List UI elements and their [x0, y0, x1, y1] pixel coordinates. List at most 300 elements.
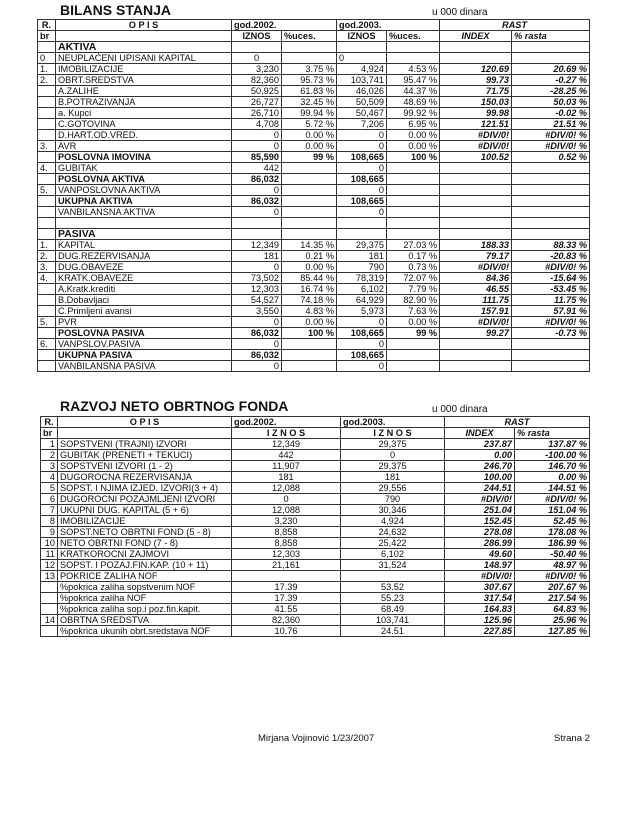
- value-iznos-2003: 108,665: [337, 196, 387, 207]
- row-number: [38, 86, 56, 97]
- value-uces-2003: 44.37 %: [387, 86, 440, 97]
- value-2002: 21,161: [232, 560, 341, 571]
- value-iznos-2003: 78,319: [337, 273, 387, 284]
- value-index: 188.33: [440, 240, 512, 251]
- value-index: 99.27: [440, 328, 512, 339]
- nof-row: [41, 505, 590, 516]
- value-iznos-2002: 0: [232, 317, 282, 328]
- nof-row: [41, 593, 590, 604]
- row-number: 4.: [38, 163, 56, 174]
- col-index: INDEX: [440, 31, 512, 42]
- row-label: IMOBILIZACIJE: [58, 516, 232, 527]
- row-number: 10: [41, 538, 58, 549]
- row-label: UKUPNI DUG. KAPITAL (5 + 6): [58, 505, 232, 516]
- value-index: 46.55: [440, 284, 512, 295]
- value-index: #DIV/0!: [440, 317, 512, 328]
- value-rasta: 217.54 %: [515, 593, 590, 604]
- value-2003: 24.51: [341, 626, 445, 637]
- value-iznos-2003: 0: [337, 339, 387, 350]
- row-number: 14: [41, 615, 58, 626]
- row-number: [41, 593, 58, 604]
- bilans-row: [38, 317, 590, 328]
- row-label: %pokrica zaliha sopstvenim NOF: [58, 582, 232, 593]
- value-uces-2003: 100 %: [387, 152, 440, 163]
- value-rasta: [512, 53, 590, 64]
- value-uces-2002: 14.35 %: [282, 240, 337, 251]
- value-rasta: #DIV/0! %: [512, 262, 590, 273]
- value-uces-2002: 99.94 %: [282, 108, 337, 119]
- row-number: 2.: [38, 75, 56, 86]
- value-rasta: 52.45 %: [515, 516, 590, 527]
- nof-row: [41, 461, 590, 472]
- value-index: 79.17: [440, 251, 512, 262]
- bilans-row: [38, 240, 590, 251]
- value-rasta: 48.97 %: [515, 560, 590, 571]
- row-number: 1: [41, 439, 58, 450]
- value-2002: 8,858: [232, 538, 341, 549]
- value-iznos-2002: 0: [232, 262, 282, 273]
- row-label: B.POTRAZIVANJA: [56, 97, 232, 108]
- value-uces-2002: 74.18 %: [282, 295, 337, 306]
- value-uces-2002: [282, 185, 337, 196]
- value-index: 120.69: [440, 64, 512, 75]
- row-label: DUG.REZERVISANJA: [56, 251, 232, 262]
- row-label: %pokrica zaliha sop.i poz.fin.kapit.: [58, 604, 232, 615]
- row-label: OBRT.SREDSTVA: [56, 75, 232, 86]
- value-index: 164.83: [445, 604, 515, 615]
- value-2003: 68.49: [341, 604, 445, 615]
- value-index: [440, 174, 512, 185]
- value-index: 278.08: [445, 527, 515, 538]
- value-iznos-2002: 26,727: [232, 97, 282, 108]
- row-number: [38, 97, 56, 108]
- nof-row: [41, 560, 590, 571]
- value-iznos-2003: 0: [337, 317, 387, 328]
- value-uces-2002: 0.00 %: [282, 262, 337, 273]
- row-label: POSLOVNA PASIVA: [56, 328, 232, 339]
- value-rasta: #DIV/0! %: [515, 494, 590, 505]
- value-iznos-2002: 0: [232, 53, 282, 64]
- value-rasta: [512, 163, 590, 174]
- value-2003: 6,102: [341, 549, 445, 560]
- value-iznos-2003: 0: [337, 163, 387, 174]
- value-iznos-2002: 50,925: [232, 86, 282, 97]
- value-iznos-2003: 0: [337, 185, 387, 196]
- value-2002: 11,907: [232, 461, 341, 472]
- value-rasta: #DIV/0! %: [512, 317, 590, 328]
- value-uces-2002: 0.00 %: [282, 317, 337, 328]
- col-iznos-2003: I Z N O S: [341, 428, 445, 439]
- value-iznos-2002: 86,032: [232, 328, 282, 339]
- value-uces-2002: 32.45 %: [282, 97, 337, 108]
- col-rast: RAST: [440, 20, 590, 31]
- nof-row: [41, 439, 590, 450]
- row-number: [38, 207, 56, 218]
- nof-row: [41, 494, 590, 505]
- row-label: VANBILANSNA PASIVA: [56, 361, 232, 372]
- row-label: VANPSLOV.PASIVA: [56, 339, 232, 350]
- value-index: [440, 350, 512, 361]
- bilans-row: [38, 306, 590, 317]
- bilans-row: [38, 119, 590, 130]
- col-year-2002: god.2002.: [232, 20, 337, 31]
- bilans-row: [38, 361, 590, 372]
- value-rasta: 178.08 %: [515, 527, 590, 538]
- row-label: GUBITAK: [56, 163, 232, 174]
- value-rasta: [512, 350, 590, 361]
- row-number: [38, 130, 56, 141]
- row-label: SOPSTVENI IZVORI (1 - 2): [58, 461, 232, 472]
- value-iznos-2002: 86,032: [232, 350, 282, 361]
- value-uces-2003: 0.00 %: [387, 317, 440, 328]
- value-rasta: 207.67 %: [515, 582, 590, 593]
- value-iznos-2003: 0: [337, 207, 387, 218]
- value-iznos-2003: 108,665: [337, 328, 387, 339]
- value-index: #DIV/0!: [440, 141, 512, 152]
- value-iznos-2003: 5,973: [337, 306, 387, 317]
- row-label: UKUPNA AKTIVA: [56, 196, 232, 207]
- value-rasta: [512, 185, 590, 196]
- value-index: [440, 53, 512, 64]
- value-iznos-2002: 82,360: [232, 75, 282, 86]
- col-year-2003: god.2003.: [341, 417, 445, 428]
- bilans-row: [38, 53, 590, 64]
- value-rasta: -0.73 %: [512, 328, 590, 339]
- row-label: KRATK.OBAVEZE: [56, 273, 232, 284]
- value-uces-2003: 0.17 %: [387, 251, 440, 262]
- value-uces-2003: 27.03 %: [387, 240, 440, 251]
- value-2003: 29,375: [341, 461, 445, 472]
- value-rasta: -0.02 %: [512, 108, 590, 119]
- row-number: [38, 284, 56, 295]
- col-year-2003: god.2003.: [337, 20, 440, 31]
- value-uces-2003: [387, 339, 440, 350]
- bilans-row: [38, 174, 590, 185]
- col-blank: [58, 428, 232, 439]
- value-index: #DIV/0!: [445, 571, 515, 582]
- value-2003: 790: [341, 494, 445, 505]
- value-iznos-2002: 0: [232, 207, 282, 218]
- value-uces-2003: [387, 196, 440, 207]
- value-index: 150.03: [440, 97, 512, 108]
- value-2002: 12,303: [232, 549, 341, 560]
- row-label: B.Dobavljaci: [56, 295, 232, 306]
- row-number: [38, 306, 56, 317]
- value-index: #DIV/0!: [440, 262, 512, 273]
- value-iznos-2002: 0: [232, 185, 282, 196]
- value-uces-2003: 0.73 %: [387, 262, 440, 273]
- value-uces-2003: [387, 53, 440, 64]
- value-rasta: [512, 174, 590, 185]
- value-iznos-2003: 108,665: [337, 174, 387, 185]
- value-2002: 442: [232, 450, 341, 461]
- value-2003: 25,422: [341, 538, 445, 549]
- value-uces-2003: [387, 174, 440, 185]
- value-uces-2002: 0.21 %: [282, 251, 337, 262]
- value-2002: 0: [232, 494, 341, 505]
- value-uces-2003: [387, 350, 440, 361]
- nof-row: [41, 483, 590, 494]
- value-rasta: 186.99 %: [515, 538, 590, 549]
- value-rasta: 144.51 %: [515, 483, 590, 494]
- value-iznos-2003: 0: [337, 141, 387, 152]
- value-uces-2002: 4.83 %: [282, 306, 337, 317]
- value-index: 157.91: [440, 306, 512, 317]
- value-index: 286.99: [445, 538, 515, 549]
- value-iznos-2002: 73,502: [232, 273, 282, 284]
- value-uces-2003: 7.79 %: [387, 284, 440, 295]
- value-uces-2002: [282, 196, 337, 207]
- row-label: POSLOVNA IMOVINA: [56, 152, 232, 163]
- value-2002: [232, 571, 341, 582]
- row-label: OBRTNA SREDSTVA: [58, 615, 232, 626]
- row-number: [38, 108, 56, 119]
- bilans-row: [38, 295, 590, 306]
- value-rasta: 151.04 %: [515, 505, 590, 516]
- pasiva-label: PASIVA: [56, 229, 232, 240]
- row-label: KAPITAL: [56, 240, 232, 251]
- value-2002: 17.39: [232, 593, 341, 604]
- row-number: 6: [41, 494, 58, 505]
- value-iznos-2003: 6,102: [337, 284, 387, 295]
- value-2003: 0: [341, 450, 445, 461]
- value-rasta: 25.96 %: [515, 615, 590, 626]
- value-2003: [341, 571, 445, 582]
- row-number: [38, 295, 56, 306]
- value-iznos-2002: 0: [232, 141, 282, 152]
- value-iznos-2003: 108,665: [337, 350, 387, 361]
- value-index: [440, 339, 512, 350]
- nof-row: [41, 571, 590, 582]
- value-2003: 29,375: [341, 439, 445, 450]
- value-rasta: 20.69 %: [512, 64, 590, 75]
- value-rasta: [512, 361, 590, 372]
- nof-row: [41, 626, 590, 637]
- nof-row: [41, 516, 590, 527]
- value-rasta: 21.51 %: [512, 119, 590, 130]
- row-number: [38, 174, 56, 185]
- row-label: %pokrica zaliha NOF: [58, 593, 232, 604]
- row-label: NETO OBRTNI FOND (7 - 8): [58, 538, 232, 549]
- value-2003: 4,924: [341, 516, 445, 527]
- row-label: A.ZALIHE: [56, 86, 232, 97]
- value-uces-2002: 16.74 %: [282, 284, 337, 295]
- value-index: [440, 207, 512, 218]
- value-iznos-2003: 108,665: [337, 152, 387, 163]
- nof-row: [41, 582, 590, 593]
- value-index: #DIV/0!: [445, 494, 515, 505]
- value-uces-2003: 95.47 %: [387, 75, 440, 86]
- bilans-row: [38, 86, 590, 97]
- bilans-row: [38, 64, 590, 75]
- row-number: 7: [41, 505, 58, 516]
- row-number: 11: [41, 549, 58, 560]
- row-number: 13: [41, 571, 58, 582]
- value-uces-2003: 82.90 %: [387, 295, 440, 306]
- row-number: 4.: [38, 273, 56, 284]
- value-rasta: -53.45 %: [512, 284, 590, 295]
- value-uces-2002: 100 %: [282, 328, 337, 339]
- col-opis: O P I S: [58, 417, 232, 428]
- col-iznos-2002: IZNOS: [232, 31, 282, 42]
- value-2002: 41.55: [232, 604, 341, 615]
- value-rasta: 0.00 %: [515, 472, 590, 483]
- row-label: DUGOROCNA REZERVISANJA: [58, 472, 232, 483]
- value-2003: 24,632: [341, 527, 445, 538]
- value-iznos-2003: 46,026: [337, 86, 387, 97]
- col-iznos-2003: IZNOS: [337, 31, 387, 42]
- nof-row: [41, 538, 590, 549]
- value-iznos-2002: 26,710: [232, 108, 282, 119]
- row-number: 2: [41, 450, 58, 461]
- value-rasta: 88.33 %: [512, 240, 590, 251]
- value-uces-2002: 61.83 %: [282, 86, 337, 97]
- value-uces-2003: [387, 163, 440, 174]
- col-blank: [56, 31, 232, 42]
- col-rasta: % rasta: [515, 428, 590, 439]
- row-label: NEUPLAĆENI UPISANI KAPITAL: [56, 53, 232, 64]
- value-rasta: 137.87 %: [515, 439, 590, 450]
- row-number: 5: [41, 483, 58, 494]
- bilans-row: [38, 130, 590, 141]
- value-index: 100.00: [445, 472, 515, 483]
- bilans-row: [38, 75, 590, 86]
- nof-unit: u 000 dinara: [432, 404, 488, 415]
- col-opis: O P I S: [56, 20, 232, 31]
- value-2002: 10.76: [232, 626, 341, 637]
- value-2003: 30,346: [341, 505, 445, 516]
- row-number: 3.: [38, 262, 56, 273]
- row-label: %pokrica ukunih obrt.sredstava NOF: [58, 626, 232, 637]
- nof-row: [41, 450, 590, 461]
- value-iznos-2003: 4,924: [337, 64, 387, 75]
- col-r: R.: [41, 417, 58, 428]
- value-index: 121.51: [440, 119, 512, 130]
- value-index: 237.87: [445, 439, 515, 450]
- row-label: DUG.OBAVEZE: [56, 262, 232, 273]
- row-number: [41, 582, 58, 593]
- row-label: KRATKOROCNI ZAJMOVI: [58, 549, 232, 560]
- value-iznos-2002: 0: [232, 339, 282, 350]
- value-iznos-2003: 29,375: [337, 240, 387, 251]
- value-iznos-2002: 54,527: [232, 295, 282, 306]
- row-label: POSLOVNA AKTIVA: [56, 174, 232, 185]
- value-rasta: 127.85 %: [515, 626, 590, 637]
- value-index: 99.73: [440, 75, 512, 86]
- value-uces-2003: 4.53 %: [387, 64, 440, 75]
- row-label: POKRICE ZALIHA NOF: [58, 571, 232, 582]
- row-label: a. Kupci: [56, 108, 232, 119]
- value-uces-2003: [387, 361, 440, 372]
- value-iznos-2003: 50,467: [337, 108, 387, 119]
- bilans-row: [38, 328, 590, 339]
- col-year-2002: god.2002.: [232, 417, 341, 428]
- value-iznos-2002: 3,230: [232, 64, 282, 75]
- bilans-row: [38, 339, 590, 350]
- bilans-row: [38, 196, 590, 207]
- nof-row: [41, 549, 590, 560]
- value-rasta: -28.25 %: [512, 86, 590, 97]
- value-uces-2003: 99 %: [387, 328, 440, 339]
- value-uces-2003: 0.00 %: [387, 141, 440, 152]
- nof-table: [40, 416, 590, 637]
- col-br: br: [41, 428, 58, 439]
- value-uces-2003: 99.92 %: [387, 108, 440, 119]
- value-uces-2002: [282, 207, 337, 218]
- row-number: [38, 152, 56, 163]
- value-index: [440, 361, 512, 372]
- value-uces-2002: 5.72 %: [282, 119, 337, 130]
- value-rasta: [512, 339, 590, 350]
- value-index: 244.51: [445, 483, 515, 494]
- value-2002: 3,230: [232, 516, 341, 527]
- row-label: SOPST. I NJIMA IZJED. IZVORI(3 + 4): [58, 483, 232, 494]
- value-rasta: 11.75 %: [512, 295, 590, 306]
- value-index: [440, 196, 512, 207]
- value-index: 49.60: [445, 549, 515, 560]
- footer-page: Strana 2: [554, 733, 590, 744]
- value-uces-2002: 95.73 %: [282, 75, 337, 86]
- value-uces-2002: 0.00 %: [282, 130, 337, 141]
- bilans-row: [38, 262, 590, 273]
- value-index: 0.00: [445, 450, 515, 461]
- value-iznos-2003: 0: [337, 361, 387, 372]
- nof-row: [41, 527, 590, 538]
- row-number: [41, 626, 58, 637]
- bilans-row: [38, 163, 590, 174]
- value-iznos-2002: 12,303: [232, 284, 282, 295]
- value-uces-2002: [282, 53, 337, 64]
- row-number: 9: [41, 527, 58, 538]
- row-label: GUBITAK (PRENETI + TEKUCI): [58, 450, 232, 461]
- row-number: 5.: [38, 185, 56, 196]
- value-rasta: -15.64 %: [512, 273, 590, 284]
- value-rasta: #DIV/0! %: [512, 130, 590, 141]
- col-index: INDEX: [445, 428, 515, 439]
- row-number: 3.: [38, 141, 56, 152]
- value-2003: 181: [341, 472, 445, 483]
- value-iznos-2002: 4,708: [232, 119, 282, 130]
- bilans-row: [38, 251, 590, 262]
- value-index: #DIV/0!: [440, 130, 512, 141]
- col-rasta: % rasta: [512, 31, 590, 42]
- row-number: [38, 119, 56, 130]
- bilans-row: [38, 108, 590, 119]
- row-label: SOPSTVENI (TRAJNI) IZVORI: [58, 439, 232, 450]
- value-uces-2003: 6.95 %: [387, 119, 440, 130]
- nof-row: [41, 615, 590, 626]
- value-rasta: 146.70 %: [515, 461, 590, 472]
- value-2003: 55.23: [341, 593, 445, 604]
- value-2002: 181: [232, 472, 341, 483]
- value-uces-2002: [282, 350, 337, 361]
- value-2003: 103,741: [341, 615, 445, 626]
- value-2002: 17.39: [232, 582, 341, 593]
- col-iznos-2002: I Z N O S: [232, 428, 341, 439]
- value-uces-2002: [282, 361, 337, 372]
- row-number: [38, 328, 56, 339]
- value-rasta: 57.91 %: [512, 306, 590, 317]
- value-index: 317.54: [445, 593, 515, 604]
- value-uces-2002: 3.75 %: [282, 64, 337, 75]
- row-label: VANPOSLOVNA AKTIVA: [56, 185, 232, 196]
- value-index: 99.98: [440, 108, 512, 119]
- value-iznos-2002: 442: [232, 163, 282, 174]
- value-rasta: [512, 196, 590, 207]
- row-number: 0: [38, 53, 56, 64]
- value-rasta: -20.83 %: [512, 251, 590, 262]
- row-number: [38, 361, 56, 372]
